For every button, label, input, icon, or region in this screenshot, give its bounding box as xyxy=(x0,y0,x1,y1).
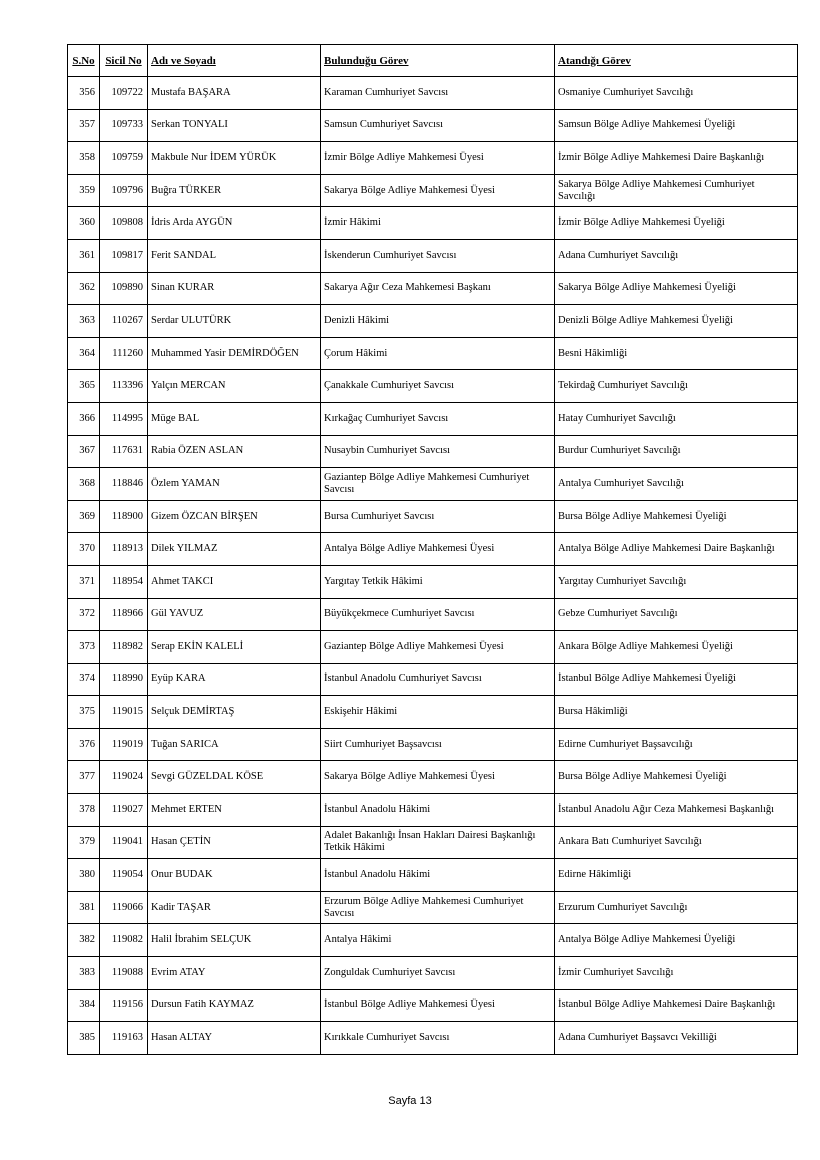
cell-assigned-post: Yargıtay Cumhuriyet Savcılığı xyxy=(555,565,798,598)
cell-name: İdris Arda AYGÜN xyxy=(148,207,321,240)
cell-name: Serap EKİN KALELİ xyxy=(148,631,321,664)
cell-sno: 371 xyxy=(68,565,100,598)
cell-sno: 378 xyxy=(68,794,100,827)
cell-sno: 373 xyxy=(68,631,100,664)
cell-current-post: Bursa Cumhuriyet Savcısı xyxy=(321,500,555,533)
cell-name: Halil İbrahim SELÇUK xyxy=(148,924,321,957)
cell-current-post: İzmir Bölge Adliye Mahkemesi Üyesi xyxy=(321,142,555,175)
cell-assigned-post: Edirne Hâkimliği xyxy=(555,859,798,892)
table-row xyxy=(68,826,798,859)
cell-sicil-no: 119066 xyxy=(100,891,148,924)
table-row xyxy=(68,305,798,338)
cell-current-post: Kırıkkale Cumhuriyet Savcısı xyxy=(321,1022,555,1055)
cell-assigned-post: Samsun Bölge Adliye Mahkemesi Üyeliği xyxy=(555,109,798,142)
cell-sicil-no: 118966 xyxy=(100,598,148,631)
header-sicil-no: Sicil No xyxy=(100,45,148,77)
cell-sicil-no: 109808 xyxy=(100,207,148,240)
cell-sno: 384 xyxy=(68,989,100,1022)
cell-assigned-post: Bursa Bölge Adliye Mahkemesi Üyeliği xyxy=(555,500,798,533)
cell-sicil-no: 109759 xyxy=(100,142,148,175)
table-row xyxy=(68,239,798,272)
cell-assigned-post: Hatay Cumhuriyet Savcılığı xyxy=(555,402,798,435)
cell-sno: 356 xyxy=(68,77,100,110)
cell-assigned-post: Antalya Bölge Adliye Mahkemesi Daire Başkanlığı xyxy=(555,533,798,566)
cell-name: Hasan ALTAY xyxy=(148,1022,321,1055)
table-row xyxy=(68,207,798,240)
table-row xyxy=(68,598,798,631)
table-row xyxy=(68,891,798,924)
cell-name: Tuğan SARICA xyxy=(148,728,321,761)
cell-name: Eyüp KARA xyxy=(148,663,321,696)
cell-sicil-no: 119082 xyxy=(100,924,148,957)
cell-name: Mehmet ERTEN xyxy=(148,794,321,827)
cell-assigned-post: Ankara Batı Cumhuriyet Savcılığı xyxy=(555,826,798,859)
cell-assigned-post: İstanbul Bölge Adliye Mahkemesi Üyeliği xyxy=(555,663,798,696)
cell-sicil-no: 119015 xyxy=(100,696,148,729)
cell-sno: 370 xyxy=(68,533,100,566)
table-row xyxy=(68,663,798,696)
cell-assigned-post: Osmaniye Cumhuriyet Savcılığı xyxy=(555,77,798,110)
cell-sicil-no: 119027 xyxy=(100,794,148,827)
cell-assigned-post: İzmir Cumhuriyet Savcılığı xyxy=(555,957,798,990)
cell-sicil-no: 110267 xyxy=(100,305,148,338)
appointments-table xyxy=(67,44,798,1055)
cell-sno: 367 xyxy=(68,435,100,468)
cell-assigned-post: Burdur Cumhuriyet Savcılığı xyxy=(555,435,798,468)
cell-current-post: Nusaybin Cumhuriyet Savcısı xyxy=(321,435,555,468)
cell-current-post: Büyükçekmece Cumhuriyet Savcısı xyxy=(321,598,555,631)
cell-current-post: Antalya Bölge Adliye Mahkemesi Üyesi xyxy=(321,533,555,566)
cell-name: Hasan ÇETİN xyxy=(148,826,321,859)
cell-sno: 361 xyxy=(68,239,100,272)
cell-sno: 376 xyxy=(68,728,100,761)
cell-name: Buğra TÜRKER xyxy=(148,174,321,207)
cell-current-post: Sakarya Bölge Adliye Mahkemesi Üyesi xyxy=(321,761,555,794)
table-row xyxy=(68,337,798,370)
cell-assigned-post: Gebze Cumhuriyet Savcılığı xyxy=(555,598,798,631)
cell-name: Mustafa BAŞARA xyxy=(148,77,321,110)
cell-assigned-post: Adana Cumhuriyet Savcılığı xyxy=(555,239,798,272)
table-row xyxy=(68,859,798,892)
table-row xyxy=(68,142,798,175)
cell-name: Dilek YILMAZ xyxy=(148,533,321,566)
cell-sicil-no: 118846 xyxy=(100,468,148,501)
cell-current-post: Çorum Hâkimi xyxy=(321,337,555,370)
cell-current-post: İzmir Hâkimi xyxy=(321,207,555,240)
cell-sno: 364 xyxy=(68,337,100,370)
cell-current-post: Samsun Cumhuriyet Savcısı xyxy=(321,109,555,142)
cell-sno: 374 xyxy=(68,663,100,696)
table-row xyxy=(68,435,798,468)
cell-sno: 385 xyxy=(68,1022,100,1055)
cell-name: Ferit SANDAL xyxy=(148,239,321,272)
cell-name: Muhammed Yasir DEMİRDÖĞEN xyxy=(148,337,321,370)
cell-sicil-no: 109796 xyxy=(100,174,148,207)
cell-name: Selçuk DEMİRTAŞ xyxy=(148,696,321,729)
cell-current-post: Siirt Cumhuriyet Başsavcısı xyxy=(321,728,555,761)
cell-current-post: Çanakkale Cumhuriyet Savcısı xyxy=(321,370,555,403)
cell-assigned-post: Erzurum Cumhuriyet Savcılığı xyxy=(555,891,798,924)
cell-assigned-post: Bursa Bölge Adliye Mahkemesi Üyeliği xyxy=(555,761,798,794)
cell-sicil-no: 113396 xyxy=(100,370,148,403)
cell-current-post: Yargıtay Tetkik Hâkimi xyxy=(321,565,555,598)
cell-name: Sinan KURAR xyxy=(148,272,321,305)
table-row xyxy=(68,468,798,501)
cell-assigned-post: Tekirdağ Cumhuriyet Savcılığı xyxy=(555,370,798,403)
cell-assigned-post: Sakarya Bölge Adliye Mahkemesi Üyeliği xyxy=(555,272,798,305)
page-number: Sayfa 13 xyxy=(388,1095,432,1107)
table-row xyxy=(68,696,798,729)
cell-sicil-no: 119163 xyxy=(100,1022,148,1055)
cell-sno: 363 xyxy=(68,305,100,338)
cell-current-post: Denizli Hâkimi xyxy=(321,305,555,338)
cell-sno: 359 xyxy=(68,174,100,207)
cell-sno: 362 xyxy=(68,272,100,305)
cell-sicil-no: 119041 xyxy=(100,826,148,859)
cell-name: Sevgi GÜZELDAL KÖSE xyxy=(148,761,321,794)
cell-sicil-no: 109890 xyxy=(100,272,148,305)
cell-current-post: İstanbul Bölge Adliye Mahkemesi Üyesi xyxy=(321,989,555,1022)
cell-sicil-no: 118913 xyxy=(100,533,148,566)
cell-assigned-post: İstanbul Anadolu Ağır Ceza Mahkemesi Başkanlığı xyxy=(555,794,798,827)
table-row xyxy=(68,370,798,403)
cell-current-post: Karaman Cumhuriyet Savcısı xyxy=(321,77,555,110)
table-row xyxy=(68,761,798,794)
cell-sno: 381 xyxy=(68,891,100,924)
cell-sicil-no: 118900 xyxy=(100,500,148,533)
cell-sicil-no: 118982 xyxy=(100,631,148,664)
cell-assigned-post: Antalya Bölge Adliye Mahkemesi Üyeliği xyxy=(555,924,798,957)
cell-current-post: İstanbul Anadolu Cumhuriyet Savcısı xyxy=(321,663,555,696)
cell-current-post: Eskişehir Hâkimi xyxy=(321,696,555,729)
cell-sicil-no: 111260 xyxy=(100,337,148,370)
cell-current-post: İstanbul Anadolu Hâkimi xyxy=(321,859,555,892)
table-row xyxy=(68,500,798,533)
cell-assigned-post: Sakarya Bölge Adliye Mahkemesi Cumhuriyet Savcılığı xyxy=(555,174,798,207)
cell-name: Müge BAL xyxy=(148,402,321,435)
cell-current-post: Zonguldak Cumhuriyet Savcısı xyxy=(321,957,555,990)
cell-sno: 357 xyxy=(68,109,100,142)
cell-current-post: Antalya Hâkimi xyxy=(321,924,555,957)
header-current-post: Bulunduğu Görev xyxy=(321,45,555,77)
table-row xyxy=(68,728,798,761)
cell-sicil-no: 118990 xyxy=(100,663,148,696)
table-row xyxy=(68,631,798,664)
cell-sicil-no: 119054 xyxy=(100,859,148,892)
header-name: Adı ve Soyadı xyxy=(148,45,321,77)
cell-current-post: İstanbul Anadolu Hâkimi xyxy=(321,794,555,827)
table-row xyxy=(68,533,798,566)
cell-assigned-post: Denizli Bölge Adliye Mahkemesi Üyeliği xyxy=(555,305,798,338)
cell-current-post: Erzurum Bölge Adliye Mahkemesi Cumhuriyet Savcısı xyxy=(321,891,555,924)
cell-sno: 379 xyxy=(68,826,100,859)
cell-sicil-no: 114995 xyxy=(100,402,148,435)
cell-sno: 369 xyxy=(68,500,100,533)
table-row xyxy=(68,402,798,435)
cell-name: Gizem ÖZCAN BİRŞEN xyxy=(148,500,321,533)
header-sno: S.No xyxy=(68,45,100,77)
table-row xyxy=(68,565,798,598)
table-body xyxy=(68,77,798,1055)
cell-sicil-no: 119156 xyxy=(100,989,148,1022)
cell-sicil-no: 119019 xyxy=(100,728,148,761)
table-row xyxy=(68,174,798,207)
cell-current-post: Gaziantep Bölge Adliye Mahkemesi Cumhuriyet Savcısı xyxy=(321,468,555,501)
cell-name: Onur BUDAK xyxy=(148,859,321,892)
cell-current-post: Gaziantep Bölge Adliye Mahkemesi Üyesi xyxy=(321,631,555,664)
cell-assigned-post: Edirne Cumhuriyet Başsavcılığı xyxy=(555,728,798,761)
cell-sicil-no: 109733 xyxy=(100,109,148,142)
cell-current-post: Kırkağaç Cumhuriyet Savcısı xyxy=(321,402,555,435)
cell-sno: 380 xyxy=(68,859,100,892)
table-row xyxy=(68,272,798,305)
header-assigned-post: Atandığı Görev xyxy=(555,45,798,77)
cell-sicil-no: 118954 xyxy=(100,565,148,598)
table-row xyxy=(68,957,798,990)
cell-sno: 358 xyxy=(68,142,100,175)
cell-assigned-post: Besni Hâkimliği xyxy=(555,337,798,370)
cell-sicil-no: 117631 xyxy=(100,435,148,468)
table-row xyxy=(68,989,798,1022)
cell-sno: 375 xyxy=(68,696,100,729)
cell-current-post: Adalet Bakanlığı İnsan Hakları Dairesi Başkanlığı Tetkik Hâkimi xyxy=(321,826,555,859)
cell-sno: 377 xyxy=(68,761,100,794)
cell-current-post: İskenderun Cumhuriyet Savcısı xyxy=(321,239,555,272)
cell-assigned-post: Bursa Hâkimliği xyxy=(555,696,798,729)
cell-name: Gül YAVUZ xyxy=(148,598,321,631)
cell-sno: 383 xyxy=(68,957,100,990)
cell-name: Serkan TONYALI xyxy=(148,109,321,142)
table-row xyxy=(68,77,798,110)
cell-assigned-post: Adana Cumhuriyet Başsavcı Vekilliği xyxy=(555,1022,798,1055)
cell-name: Makbule Nur İDEM YÜRÜK xyxy=(148,142,321,175)
cell-sno: 365 xyxy=(68,370,100,403)
cell-assigned-post: İzmir Bölge Adliye Mahkemesi Daire Başkanlığı xyxy=(555,142,798,175)
cell-current-post: Sakarya Bölge Adliye Mahkemesi Üyesi xyxy=(321,174,555,207)
cell-sicil-no: 109817 xyxy=(100,239,148,272)
cell-name: Kadir TAŞAR xyxy=(148,891,321,924)
cell-assigned-post: İstanbul Bölge Adliye Mahkemesi Daire Başkanlığı xyxy=(555,989,798,1022)
cell-sicil-no: 119088 xyxy=(100,957,148,990)
cell-sicil-no: 109722 xyxy=(100,77,148,110)
cell-assigned-post: Antalya Cumhuriyet Savcılığı xyxy=(555,468,798,501)
cell-sno: 382 xyxy=(68,924,100,957)
table-row xyxy=(68,109,798,142)
cell-sicil-no: 119024 xyxy=(100,761,148,794)
cell-name: Yalçın MERCAN xyxy=(148,370,321,403)
table-row xyxy=(68,1022,798,1055)
cell-name: Ahmet TAKCI xyxy=(148,565,321,598)
cell-name: Evrim ATAY xyxy=(148,957,321,990)
cell-assigned-post: Ankara Bölge Adliye Mahkemesi Üyeliği xyxy=(555,631,798,664)
cell-name: Serdar ULUTÜRK xyxy=(148,305,321,338)
cell-current-post: Sakarya Ağır Ceza Mahkemesi Başkanı xyxy=(321,272,555,305)
cell-sno: 372 xyxy=(68,598,100,631)
cell-name: Dursun Fatih KAYMAZ xyxy=(148,989,321,1022)
table-row xyxy=(68,794,798,827)
cell-name: Özlem YAMAN xyxy=(148,468,321,501)
cell-sno: 368 xyxy=(68,468,100,501)
cell-sno: 366 xyxy=(68,402,100,435)
cell-sno: 360 xyxy=(68,207,100,240)
cell-name: Rabia ÖZEN ASLAN xyxy=(148,435,321,468)
table-row xyxy=(68,924,798,957)
cell-assigned-post: İzmir Bölge Adliye Mahkemesi Üyeliği xyxy=(555,207,798,240)
table-header-row xyxy=(68,45,798,77)
